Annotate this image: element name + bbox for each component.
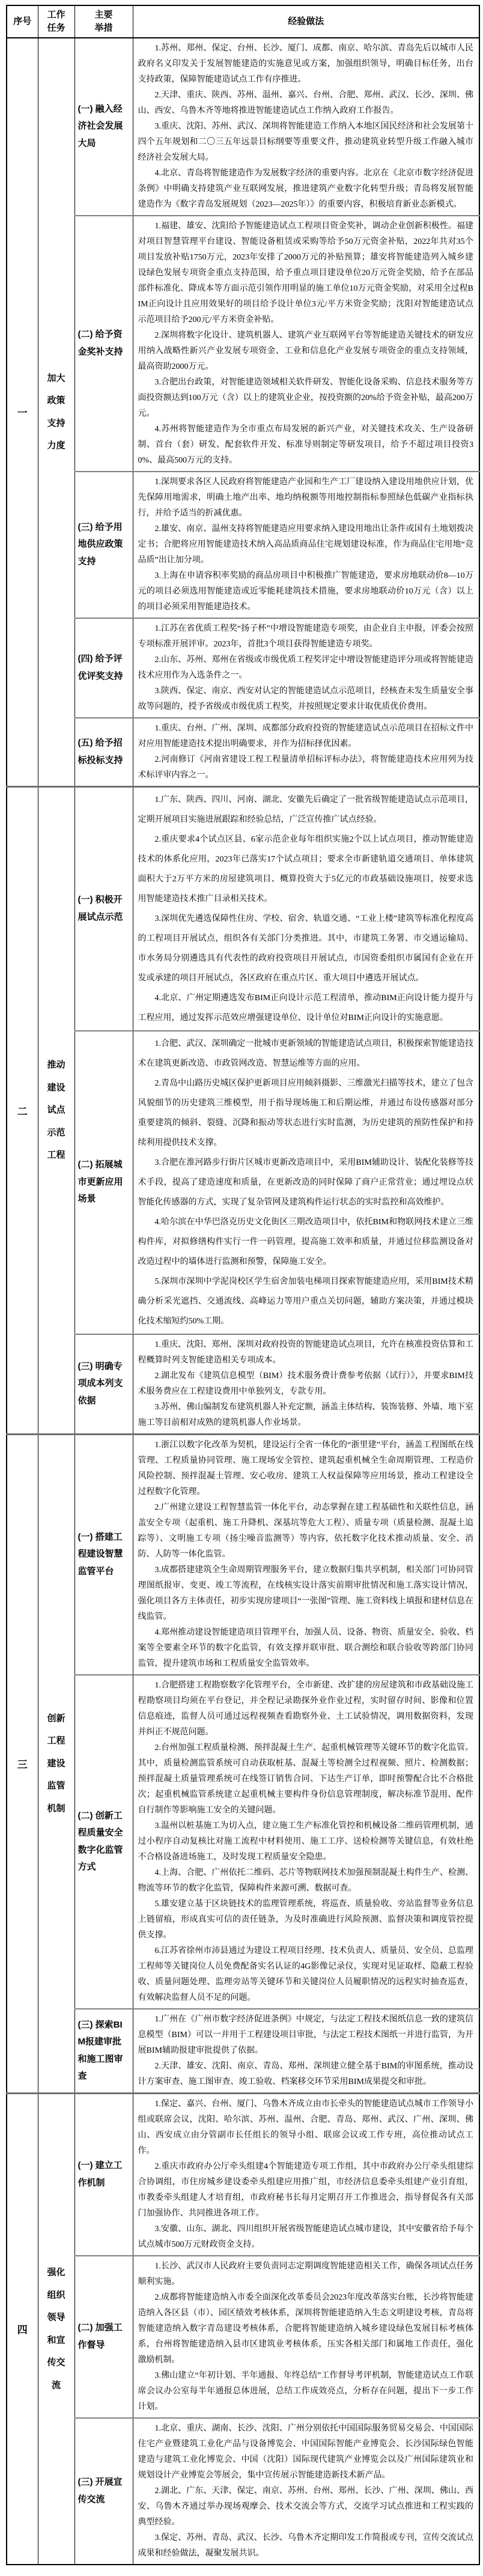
table-row xyxy=(7,618,479,718)
practices-cell xyxy=(133,2093,479,2256)
table-body xyxy=(7,38,479,2565)
practices-cell xyxy=(133,786,479,1031)
task-label: 强化组织领导和宣传交流 xyxy=(47,2267,65,2390)
practice-item: 6.江苏省徐州市沛县通过为建设工程项目经理、技术负责人、质量员、安全员、总监理工程师等关键岗位人员免费配备实名认证的4G影像记录仪，实现对见证取样、隐蔽工程验收、质量问题处理、监理旁站等关键环节和关键岗位人员履职情况的远程实时抽查巡查，有效解决监督人员不足的问题。 xyxy=(138,1946,473,2002)
practice-item: 1.重庆、沈阳、郑州、深圳对政府投资的智能建造试点项目，允许在核准投资估算和工程概算时列支智能建造相关专项成本。 xyxy=(138,1340,473,1365)
practices-cell xyxy=(133,618,479,718)
task-label: 推动建设试点示范工程 xyxy=(47,1060,65,1161)
practices-cell xyxy=(133,2256,479,2418)
col-header-serial: 序号 xyxy=(7,5,38,38)
practice-item: 2.广州建立建设工程智慧监管一体化平台，动态掌握在建工程基础性和关联性信息，涵盖安全专项（起重机、施工升降机、深基坑等危大工程）、质量专项（质量检测、混凝土追踪等）、文明施工专项（扬尘噪音监测等）等内容，依托数字化技术推动质量、安全、消防、人防等一体化监管。 xyxy=(138,1502,473,1559)
practice-item: 1.福建、雄安、沈阳给予智能建造试点工程项目资金奖补，调动企业创新积极性。福建对项目智慧管理平台建设、智能设备租赁或采购等给予50万元资金补贴，2022年共对35个项目发放补贴1750万元，2023年安排了2000万元的补贴预算；雄安将智能建造列入城乡建设绿色发展专项资金重点支持范围，给予重点项目建设单位20万元资金奖励，给予在部品部件标准化、降成本等方面示范引领作用明显的施工单位10万元资金奖励，对采用全过程BIM正向设计且应用效果好的项目给予设计单位3元/平方米资金奖励；沈阳对智能建造试点示范项目给予200元/平方米资金补贴。 xyxy=(138,221,473,324)
practice-item: 4.苏州将智能建造作为全市重点布局发展的新兴产业，对关键技术攻关、生产设备研制、首台（套）研发、配套软件开发、标准导则制定等研发项目，给予不超过项目投资30%、最高500万元的支持。 xyxy=(138,424,473,465)
practice-item: 4.上海、合肥、广州依托二维码、芯片等物联网技术加强预制混凝土构件生产、检测、物流等环节的数字化监管，保障构件来源可溯、数据可查。 xyxy=(138,1868,473,1893)
practice-item: 5.深圳市深圳中学泥岗校区学生宿舍加装电梯项目探索智能建造应用，采用BIM技术精确分析采光遮挡、交通流线、高峰运力等用户重点关切问题，辅助方案决策，并通过模块化技术缩短约50%工期。 xyxy=(138,1277,473,1326)
task-label: 加大政策支持力度 xyxy=(47,372,65,451)
table-row xyxy=(7,216,479,472)
measure-label-cell: (四) 给予评优评奖支持 xyxy=(74,618,133,718)
practice-item: 1.浙江以数字化改革为契机，建设运行全省一体化的“浙里建”平台，涵盖工程图纸在线管理、工程质量协同管理、施工现场安全管控、建筑起重机械全生命周期管理、工程造价风险控制、预拌混凝土管理、安心收房、建筑工人权益保障等应用场景，推动工程建设全过程数字化管理。 xyxy=(138,1440,473,1496)
table-row xyxy=(7,2009,479,2094)
col-header-measures: 主要举措 xyxy=(74,5,133,38)
row-index-cell xyxy=(7,2093,38,2565)
experience-practices-table xyxy=(6,5,480,2565)
practices-cell xyxy=(133,2418,479,2565)
measure-label-cell: (三) 给予用地供应政策支持 xyxy=(74,472,133,618)
practice-item: 5.雄安建立基于区块链技术的监理管理系统，将巡查、质量验收、旁站监督等业务信息上链留痕，形成真实可信的责任链条，为及时准确进行风险预测、监督决策和调度管控提供支撑。 xyxy=(138,1899,473,1940)
practice-item: 4.哈尔滨在中华巴洛克历史文化街区三期改造项目中，依托BIM和物联网技术建立三维构件库，对拟修缮构件实行一件一码管理，提高施工效率和质量，并通过位移监测设备对改造过程中的墙体进行监测和预警，保障施工安全。 xyxy=(138,1217,473,1266)
header-row xyxy=(7,5,479,38)
practice-item: 2.雄安、南京、温州支持将智能建造应用要求纳入建设用地出让条件或国有土地划拨决定书；合肥将应用智能建造技术纳入高品质商品住宅规划建设标准，作为商品住宅用地“竞品质”出让加分项。 xyxy=(138,524,473,565)
practice-item: 2.台州加强工程质量检测、预拌混凝土生产、起重机械管理等关键环节的数字化监管。其中，质量检测监管系统可自动获取桩基、混凝土等检测全过程视频、照片、检测数据；预拌混凝土质量管理系统可在线签订销售合同、下达生产订单，即时预警配合比不合格批次；起重机械监管系统建立起重机械主要构件身份信息管理制度，解决标准节混用、配件自行制作等影响施工安全的关键问题。 xyxy=(138,1743,473,1815)
practice-item: 3.重庆、沈阳、苏州、武汉、深圳将智能建造工作纳入本地区国民经济和社会发展第十四个五年规划和二〇三五年远景目标纲要等重要文件，推动建筑业转型升级工作融入城市经济社会发展大局。 xyxy=(138,121,473,162)
practice-item: 2.湖北发布《建筑信息模型（BIM）技术服务费计费参考依据（试行）》，并要求BIM技术服务费应在工程建设费用中单独列支，专款专用。 xyxy=(138,1371,473,1396)
measure-label-cell: (一) 建立工作机制 xyxy=(74,2093,133,2256)
practice-item: 4.北京、青岛将智能建造作为发展数字经济的重要内容。北京在《北京市数字经济促进条例》中明确支持建筑产业互联网发展，推进建筑产业数字化转型升级；青岛将发展智能建造作为《数字青岛发展规划（2023—2025年）》的重要内容，积极培育新业态新模式。 xyxy=(138,168,473,209)
row-index: 四 xyxy=(17,2324,28,2336)
practice-item: 1.广州在《广州市数字经济促进条例》中规定，与法定工程技术图纸信息一致的建筑信息模型（BIM）可以一并用于工程建设项目审批，与法定工程技术图纸一并进行监管，为开展BIM辅助报建审批提供了依据。 xyxy=(138,2014,473,2055)
table-row xyxy=(7,2256,479,2418)
task-label: 创新工程建设监管机制 xyxy=(47,1713,65,1814)
practice-item: 1.重庆、台州、广州、深圳、成都部分政府投资的智能建造试点示范项目在招标文件中对应用智能建造技术提出明确要求，并作为招标择优因素。 xyxy=(138,723,473,749)
table-row xyxy=(7,1031,479,1334)
measure-label-cell: (一) 搭建工程建设智慧监管平台 xyxy=(74,1434,133,1675)
row-index-cell xyxy=(7,38,38,787)
measure-label-cell: (三) 明确专项成本列支依据 xyxy=(74,1334,133,1435)
table-row xyxy=(7,38,479,216)
practice-item: 1.长沙、武汉市人民政府主要负责同志定期调度智能建造相关工作，确保各项试点任务顺利实施。 xyxy=(138,2261,473,2286)
table-row xyxy=(7,1434,479,1675)
practices-cell xyxy=(133,1334,479,1435)
practice-item: 1.北京、重庆、湖南、长沙、沈阳、广州分别依托中国国际服务贸易交易会、中国国际住宅产业暨建筑工业化产品与设备博览会、中国国际智能产业博览会、长沙国际绿色智能建造与建筑工业化博览会、中国（沈阳）国际现代建筑产业博览会以及广州国际建筑业和规划设计产业博览会等展会，集中宣传展示智能建造新技术新产品。 xyxy=(138,2423,473,2480)
practices-cell xyxy=(133,216,479,472)
row-index: 一 xyxy=(17,407,28,419)
practice-item: 3.温州以桩基施工为切入点，建立施工生产标准化管控和机械设备二维码管理机制，通过小程序自动复核比对施工流程中材料使用、施工工序、送检检测等关键信息，有效杜绝不合格设备进场施工，及时发现工程质量安全隐患。 xyxy=(138,1821,473,1862)
practice-item: 1.广东、陕西、四川、河南、湖北、安徽先后确定了一批省级智能建造试点示范项目，定期开展项目实施进展跟踪和经验总结，广泛宣传推广试点经验。 xyxy=(138,795,473,824)
practice-item: 2.天津、重庆、陕西、苏州、温州、嘉兴、台州、合肥、郑州、武汉、长沙、深圳、佛山、西安、乌鲁木齐等地将推进智能建造试点工作纳入政府工作报告。 xyxy=(138,90,473,115)
practice-item: 3.成都搭建建筑全生命周期管理服务平台，建立数据归集共享机制，相关部门可协同管理图纸报审、变更、竣工等流程，在线核实设计落实前期审批情况和施工落实设计情况，强化项目各方主体责任，初步实现房建项目“一张图”管理、施工资料线上填报和建材信息在线监管。 xyxy=(138,1565,473,1621)
practice-item: 1.深圳要求各区人民政府将智能建造产业园和生产工厂建设纳入建设用地供应计划，优先保障用地需求，明确土地产出率、地均纳税额等用地控制指标参照绿色低碳产业指标执行，并给予适当的折减优惠。 xyxy=(138,477,473,518)
practice-item: 1.江苏在省优质工程奖“扬子杯”中增设智能建造专项奖，由企业自主申报，评委会按照专项标准开展评审。2023年，首批3个项目获得智能建造专项奖。 xyxy=(138,624,473,649)
practice-item: 2.重庆市政府办公厅牵头组建4个智能建造专项工作组，其中市政府办公厅牵头组建综合协调组，市住房城乡建设委牵头组建应用推广组，市经济信息委牵头组建产业引育组，市教委牵头组建人才培育组，市政府秘书长每月定期召开工作推进会，指导督促各有关部门加强协作、共同推进各项工作。 xyxy=(138,2161,473,2218)
practice-item: 3.佛山建立“年初计划、半年通报、年终总结”工作督导考评机制，智能建造试点工作联席会议办公室每半年通报总体进展，总结工作成效亮点，分析存在问题，提出下一步工作计划。 xyxy=(138,2371,473,2411)
practice-item: 1.苏州、郑州、保定、台州、长沙、厦门、成都、南京、哈尔滨、青岛先后以城市人民政府名义印发关于发展智能建造的实施意见或方案，加强组织领导，明确目标任务，出台支持政策，保障智能建造试点工作有序推进。 xyxy=(138,43,473,84)
measure-label-cell: (五) 给予招标投标支持 xyxy=(74,718,133,787)
practice-item: 1.保定、嘉兴、台州、厦门、乌鲁木齐成立由市长牵头的智能建造试点城市工作领导小组或联席会议，沈阳、哈尔滨、苏州、温州、合肥、青岛、郑州、武汉、广州、深圳、佛山、西安成立由分管副市长任组长的领导小组、联席会议或工作专班，高位推动试点工作。 xyxy=(138,2099,473,2155)
practice-item: 3.合肥出台政策，对智能建造领域相关软件研发、智能化设备采购、信息技术服务等方面投资额达到100万元（含）以上的建筑业企业，按投资额的20%给予资金补贴，最高200万元。 xyxy=(138,377,473,418)
row-index-cell xyxy=(7,1434,38,2093)
practice-item: 1.合肥搭建工程勘察数字化管理平台，全市新建、改扩建的房屋建筑和市政基础设施工程勘察项目均须在平台登记，并全程记录勘探外业作业过程，实时留存时间、影像和位置信息痕迹，监督人员可通过远程视频查看勘察外业、土工试验情况，调用数据资料，发现并纠正不规范问题。 xyxy=(138,1680,473,1737)
table-row xyxy=(7,786,479,1031)
measure-label-cell: (二) 拓展城市更新应用场景 xyxy=(74,1031,133,1334)
row-index-cell xyxy=(7,786,38,1434)
table-header xyxy=(7,5,479,38)
practice-item: 2.湖北、广东、天津、保定、南京、苏州、台州、郑州、长沙、广州、深圳、佛山、西安、乌鲁木齐通过举办现场观摩会、技术交流会等方式，交流学习试点推进和工程实践的典型经验。 xyxy=(138,2486,473,2527)
measure-label-cell: (二) 加强工作督导 xyxy=(74,2256,133,2418)
practice-item: 3.陕西、保定、南京、西安对认定的智能建造试点示范项目，经核查未发生质量安全事故等问题的，授予省级或市级优质工程奖，并按照规定要求计取优质优价费用。 xyxy=(138,686,473,711)
practice-item: 2.河南修订《河南省建设工程工程量清单招标评标办法》，将智能建造技术应用列为技术标评审内容之一。 xyxy=(138,755,473,780)
practice-item: 3.苏州、佛山编制发布建筑机器人补充定额，涵盖主体结构、装饰装修、外墙、地下室施工等目前相对成熟的建筑机器人作业场景。 xyxy=(138,1402,473,1427)
row-index: 三 xyxy=(17,1759,28,1770)
practices-cell xyxy=(133,1434,479,1675)
practice-item: 3.合肥在淮河路步行街片区城市更新改造项目中，采用BIM辅助设计、装配化装修等技术手段，提高了建造速度和质量，在更新改造的同时保障了商户正常营业；通过埋设点状智能化传感器的方式，实现了复杂管网及建筑构件运行状态的实时监控和高效维护。 xyxy=(138,1158,473,1207)
practices-cell xyxy=(133,1031,479,1334)
task-cell xyxy=(38,2093,74,2565)
practice-item: 2.深圳将数字化设计、建筑机器人、建筑产业互联网平台等智能建造关键技术的研发应用纳入战略性新兴产业发展专项资金、工业和信息化产业发展专项资金的重点支持领域，最高资助2000万元。 xyxy=(138,330,473,371)
practice-item: 2.天津、雄安、沈阳、南京、青岛、郑州、深圳建立健全基于BIM的审图系统，推动设计方案审查、施工图审查、竣工验收、档案移交环节采用BIM成果提交和审批。 xyxy=(138,2061,473,2086)
practice-item: 3.保定、苏州、青岛、武汉、长沙、乌鲁木齐定期印发工作简报或专刊，宣传交流试点成果和经验做法，凝聚发展共识。 xyxy=(138,2533,473,2558)
table-row xyxy=(7,472,479,618)
measure-label-cell: (二) 给予资金奖补支持 xyxy=(74,216,133,472)
practice-item: 3.上海在申请容积率奖励的商品房项目中积极推广智能建造，要求房地联动价8—10万元的项目必须选用智能建造或近零能耗建筑技术措施，要求房地联动价10万元（含）以上的项目必须采用智能建造技术。 xyxy=(138,571,473,612)
measure-label-cell: (三) 开展宣传交流 xyxy=(74,2418,133,2565)
practices-cell xyxy=(133,1675,479,2009)
practice-item: 4.郑州推动建设智能建造项目管理平台，加强人员、设备、物资、质量安全、验收、档案等全要素全环节的数字化监管，有效支撑并联审批、联合测绘和联合验收等跨部门协同监管，提升建筑市场和工程质量安全监管效率。 xyxy=(138,1627,473,1668)
table-row xyxy=(7,1334,479,1435)
practice-item: 1.合肥、武汉、深圳确定一批城市更新领域的智能建造试点项目，积极探索智能建造技术在建筑更新改造、市政管网改造、智慧运维等方面的应用。 xyxy=(138,1039,473,1068)
task-cell xyxy=(38,786,74,1434)
task-cell xyxy=(38,1434,74,2093)
task-cell xyxy=(38,38,74,787)
table-row xyxy=(7,2093,479,2256)
practices-cell xyxy=(133,38,479,216)
measure-label-cell: (一) 积极开展试点示范 xyxy=(74,786,133,1031)
measure-label-cell: (一) 融入经济社会发展大局 xyxy=(74,38,133,216)
table-row xyxy=(7,718,479,787)
practice-item: 2.青岛中山路历史城区保护更新项目应用倾斜摄影、三维激光扫描等技术，建立了包含风貌细节的历史建筑三维模型，用于指导现场施工和后期运维，并通过布设传感器对部分重要建筑的倾斜、裂缝、沉降和振动等状态进行实时监测，为历史建筑的预防性保护和持续利用提供技术支撑。 xyxy=(138,1078,473,1147)
table-row xyxy=(7,1675,479,2009)
practices-cell xyxy=(133,718,479,787)
col-header-task: 工作任务 xyxy=(38,5,74,38)
practice-item: 2.成都将智能建造纳入市委全面深化改革委员会2023年度改革落实台账，长沙将智能建造纳入各区县（市）、园区绩效考核体系，深圳将智能建造纳入生态文明建设考核，青岛将智能建造纳入数字青岛建设考核体系，合肥将智能建造纳入城乡建设绿色发展目标考核体系，台州将智能建造纳入县市区建筑业考核体系，压实各相关部门和属地工作责任，强化激励机制。 xyxy=(138,2292,473,2365)
practices-cell xyxy=(133,472,479,618)
table-row xyxy=(7,2418,479,2565)
practice-item: 4.北京、广州定期遴选发布BIM正向设计示范工程清单，推动BIM正向设计能力提升与工程应用，通过发挥示范效应增强建设单位、设计单位对BIM正向设计的实施意愿。 xyxy=(138,993,473,1022)
measure-label-cell: (三) 探索BIM报建审批和施工图审查 xyxy=(74,2009,133,2094)
practice-item: 2.山东、苏州、郑州在省级或市级优质工程奖评定中增设智能建造评分项或将智能建造技术应用作为入选条件之一。 xyxy=(138,655,473,680)
col-header-practices: 经验做法 xyxy=(133,5,479,38)
measure-label-cell: (二) 创新工程质量安全数字化监管方式 xyxy=(74,1675,133,2009)
practice-item: 3.深圳优先遴选保障性住房、学校、宿舍、轨道交通、“工业上楼”建筑等标准化程度高的工程项目开展试点，组织各有关部门分类推进。其中，市建筑工务署、市交通运输局、市水务局分别遴选具有代表性的政府投资项目开展试点，市国资委组织市属国有企业在开发或承建的项目开展试点，各区政府在重点片区、重大项目中遴选开展试点。 xyxy=(138,914,473,983)
practice-item: 2.重庆要求4个试点区县、6家示范企业每年组织实施2个以上试点项目，推动智能建造技术的体系化应用，2023年已落实17个试点项目；要求全市新建轨道交通项目、单体建筑面积大于2万平方米的房屋建筑项目、概算投资大于5亿元的市政基础设施项目，按要求选用智能建造技术推广目录相关技术。 xyxy=(138,834,473,904)
practice-item: 3.安徽、山东、湖北、四川组织开展省级智能建造试点城市建设，其中安徽省给予每个试点城市500万元财政资金支持。 xyxy=(138,2224,473,2249)
practices-cell xyxy=(133,2009,479,2094)
row-index: 二 xyxy=(17,1105,28,1117)
